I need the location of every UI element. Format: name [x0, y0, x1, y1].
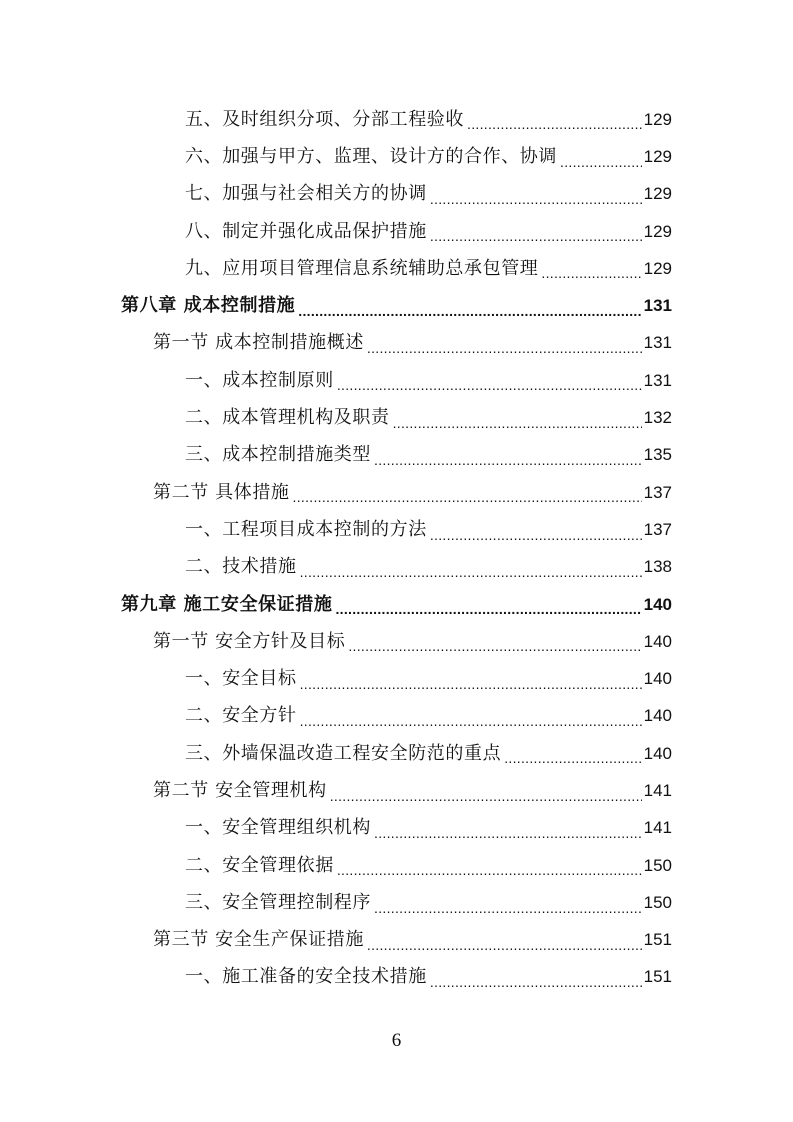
toc-entry-page-number: 129	[643, 221, 672, 241]
toc-entry-title: 二、安全方针	[185, 705, 297, 727]
toc-entry-item[interactable]	[0, 362, 793, 399]
toc-entry-item[interactable]	[0, 138, 793, 175]
toc-entry-chapter[interactable]	[0, 586, 793, 623]
toc-entry-item[interactable]	[0, 549, 793, 586]
toc-entry-item[interactable]	[0, 511, 793, 548]
toc-entry-page-number: 131	[643, 333, 672, 353]
toc-entry-item[interactable]	[0, 660, 793, 697]
toc-entry-item[interactable]	[0, 884, 793, 921]
toc-entry-title: 三、外墙保温改造工程安全防范的重点	[185, 742, 502, 764]
toc-entry-item[interactable]	[0, 735, 793, 772]
toc-entry-item[interactable]	[0, 437, 793, 474]
toc-entry-title: 一、安全目标	[185, 668, 297, 690]
toc-entry-title: 一、安全管理组织机构	[185, 817, 371, 839]
toc-entry-page-number: 150	[643, 892, 672, 912]
toc-entry-page-number: 129	[643, 146, 672, 166]
toc-entry-page-number: 135	[643, 445, 672, 465]
toc-entry-title: 六、加强与甲方、监理、设计方的合作、协调	[185, 145, 557, 167]
toc-entry-section[interactable]	[0, 474, 793, 511]
toc-entry-item[interactable]	[0, 698, 793, 735]
toc-entry-item[interactable]	[0, 810, 793, 847]
toc-entry-title: 一、施工准备的安全技术措施	[185, 966, 427, 988]
toc-entry-page-number: 140	[643, 743, 672, 763]
toc-entry-page-number: 140	[643, 669, 672, 689]
toc-entry-title: 第一节 成本控制措施概述	[153, 332, 364, 354]
toc-entry-section[interactable]	[0, 623, 793, 660]
page-number: 6	[391, 1030, 402, 1051]
toc-entry-title: 三、安全管理控制程序	[185, 891, 371, 913]
toc-entry-page-number: 137	[643, 482, 672, 502]
dot-leader	[430, 231, 642, 250]
dot-leader	[300, 567, 642, 586]
dot-leader	[330, 791, 642, 810]
toc-entry-item[interactable]	[0, 399, 793, 436]
table-of-contents	[0, 101, 793, 996]
toc-entry-title: 九、应用项目管理信息系统辅助总承包管理	[185, 257, 539, 279]
toc-entry-title: 第八章 成本控制措施	[121, 295, 296, 317]
toc-entry-page-number: 137	[643, 519, 672, 539]
toc-entry-page-number: 141	[643, 780, 672, 800]
dot-leader	[430, 977, 642, 996]
dot-leader	[337, 865, 642, 884]
toc-entry-title: 第三节 安全生产保证措施	[153, 929, 364, 951]
toc-entry-chapter[interactable]	[0, 287, 793, 324]
toc-entry-title: 五、及时组织分项、分部工程验收	[185, 108, 464, 130]
dot-leader	[293, 492, 642, 511]
dot-leader	[374, 828, 642, 847]
toc-entry-section[interactable]	[0, 325, 793, 362]
toc-entry-title: 第二节 具体措施	[153, 481, 290, 503]
dot-leader	[430, 530, 642, 549]
toc-entry-item[interactable]	[0, 250, 793, 287]
toc-entry-page-number: 129	[643, 109, 672, 129]
toc-entry-page-number: 140	[643, 706, 672, 726]
toc-entry-section[interactable]	[0, 922, 793, 959]
toc-entry-title: 八、制定并强化成品保护措施	[185, 220, 427, 242]
dot-leader	[467, 119, 642, 138]
dot-leader	[393, 418, 642, 437]
dot-leader	[367, 940, 642, 959]
toc-entry-page-number: 138	[643, 557, 672, 577]
toc-entry-page-number: 129	[643, 258, 672, 278]
toc-entry-item[interactable]	[0, 176, 793, 213]
toc-entry-item[interactable]	[0, 101, 793, 138]
toc-entry-item[interactable]	[0, 213, 793, 250]
toc-entry-page-number: 132	[643, 408, 672, 428]
toc-entry-page-number: 140	[643, 594, 672, 614]
dot-leader	[374, 455, 642, 474]
toc-entry-item[interactable]	[0, 847, 793, 884]
toc-entry-title: 第二节 安全管理机构	[153, 779, 327, 801]
toc-entry-page-number: 151	[643, 930, 672, 950]
toc-entry-title: 第九章 施工安全保证措施	[121, 593, 333, 615]
dot-leader	[367, 343, 642, 362]
toc-entry-page-number: 151	[643, 967, 672, 987]
toc-entry-page-number: 141	[643, 818, 672, 838]
dot-leader	[335, 604, 641, 623]
toc-entry-title: 第一节 安全方针及目标	[153, 630, 346, 652]
toc-entry-title: 一、工程项目成本控制的方法	[185, 518, 427, 540]
toc-entry-page-number: 131	[643, 370, 672, 390]
dot-leader	[541, 268, 641, 287]
toc-entry-section[interactable]	[0, 772, 793, 809]
dot-leader	[560, 157, 642, 176]
toc-entry-title: 三、成本控制措施类型	[185, 444, 371, 466]
toc-entry-page-number: 150	[643, 855, 672, 875]
dot-leader	[504, 753, 641, 772]
toc-entry-page-number: 140	[643, 631, 672, 651]
dot-leader	[300, 679, 642, 698]
toc-entry-title: 七、加强与社会相关方的协调	[185, 183, 427, 205]
toc-entry-item[interactable]	[0, 959, 793, 996]
toc-entry-title: 二、技术措施	[185, 556, 297, 578]
toc-entry-page-number: 131	[643, 296, 672, 316]
dot-leader	[348, 641, 641, 660]
dot-leader	[430, 194, 642, 213]
dot-leader	[300, 716, 642, 735]
toc-entry-page-number: 129	[643, 184, 672, 204]
dot-leader	[298, 306, 641, 325]
dot-leader	[374, 903, 642, 922]
toc-entry-title: 二、成本管理机构及职责	[185, 407, 390, 429]
dot-leader	[337, 380, 642, 399]
toc-entry-title: 二、安全管理依据	[185, 854, 334, 876]
toc-entry-title: 一、成本控制原则	[185, 369, 334, 391]
